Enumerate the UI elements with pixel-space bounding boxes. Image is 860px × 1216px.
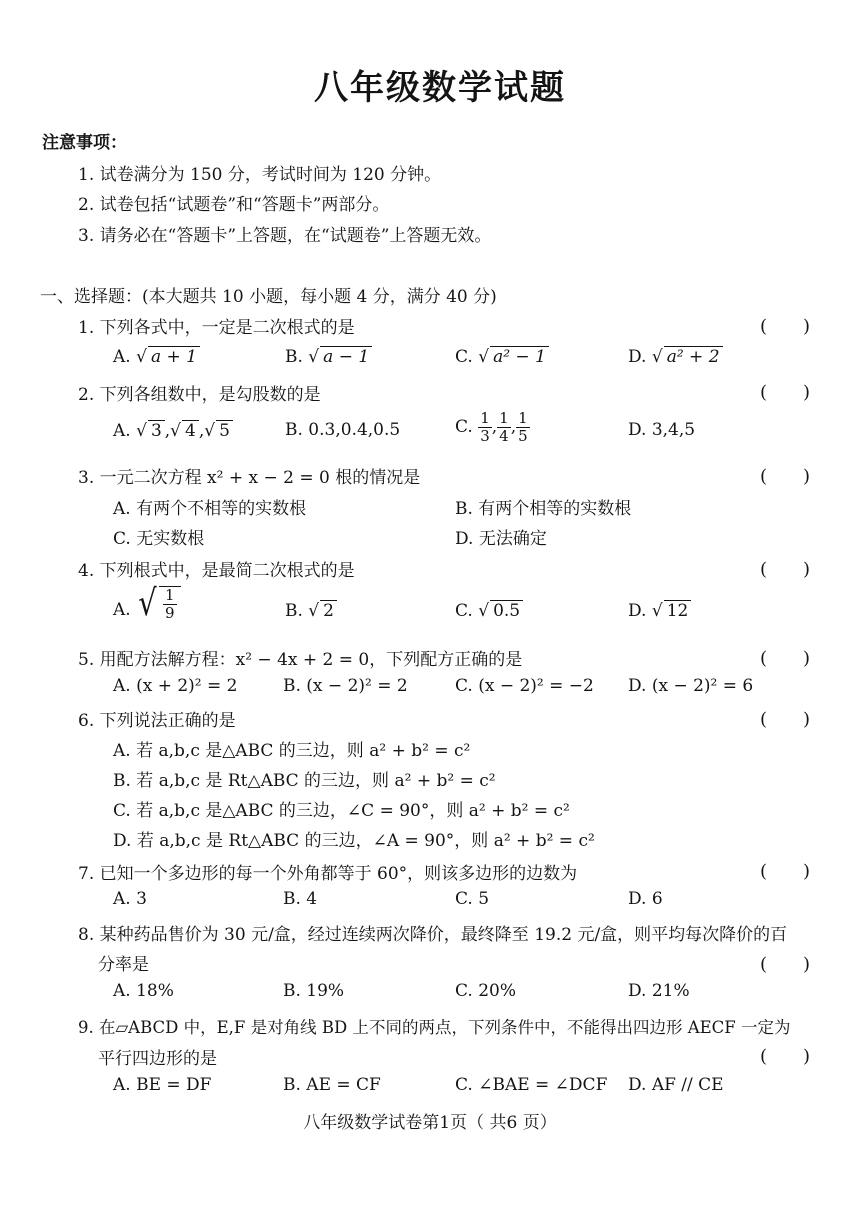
q5-option-b: B. (x − 2)² = 2: [283, 676, 408, 696]
question-1-stem: 1. 下列各式中，一定是二次根式的是: [78, 318, 355, 338]
q1-option-b: B. √ a − 1: [285, 346, 372, 367]
question-9-stem-cont: 平行四边形的是: [98, 1049, 217, 1069]
q3-option-b: B. 有两个相等的实数根: [455, 499, 632, 519]
answer-paren: ( ): [760, 648, 811, 669]
answer-paren: ( ): [760, 466, 811, 487]
page-title: 八年级数学试题: [314, 68, 566, 108]
question-4-stem: 4. 下列根式中，是最简二次根式的是: [78, 561, 355, 581]
q8-option-c: C. 20%: [455, 981, 516, 1001]
q4-option-a: A. √ $\frac{1}{9}$: [113, 586, 181, 622]
q2-option-c: C. $\frac{1}{3}$ , $\frac{1}{4}$ , $\frac{1}{5}$: [455, 409, 528, 445]
question-8-stem-cont: 分率是: [98, 955, 149, 975]
q2-option-a: A. √ 3 ,√ 4 ,√ 5: [113, 420, 233, 441]
q7-option-d: D. 6: [628, 889, 663, 909]
notice-heading: 注意事项：: [42, 133, 127, 153]
question-9-stem: 9. 在▱ABCD 中，E,F 是对角线 BD 上不同的两点，下列条件中，不能得出四边形 AECF 一定为: [78, 1018, 791, 1037]
answer-paren: ( ): [760, 316, 811, 337]
notice-item: 3. 请务必在“答题卡”上答题，在“试题卷”上答题无效。: [78, 226, 492, 246]
section-heading: 一、选择题：(本大题共 10 小题，每小题 4 分，满分 40 分): [40, 287, 497, 307]
q7-option-c: C. 5: [455, 889, 490, 909]
q5-option-d: D. (x − 2)² = 6: [628, 676, 754, 696]
q9-option-a: A. BE = DF: [113, 1075, 212, 1095]
q4-option-c: C. √ 0.5: [455, 600, 523, 621]
q1-option-c: C. √ a² − 1: [455, 346, 549, 367]
q7-option-b: B. 4: [283, 889, 318, 909]
q6-option-c: C. 若 a,b,c 是△ABC 的三边，∠C = 90°，则 a² + b² = c²: [113, 801, 570, 821]
answer-paren: ( ): [760, 559, 811, 580]
answer-paren: ( ): [760, 954, 811, 975]
question-7-stem: 7. 已知一个多边形的每一个外角都等于 60°，则该多边形的边数为: [78, 864, 578, 884]
q6-option-a: A. 若 a,b,c 是△ABC 的三边，则 a² + b² = c²: [113, 741, 471, 761]
question-2-stem: 2. 下列各组数中，是勾股数的是: [78, 385, 321, 405]
q1-option-a: A. √ a + 1: [113, 346, 200, 367]
question-8-stem: 8. 某种药品售价为 30 元/盒，经过连续两次降价，最终降至 19.2 元/盒，则平均每次降价的百: [78, 925, 788, 945]
q4-option-d: D. √ 12: [628, 600, 691, 621]
answer-paren: ( ): [760, 709, 811, 730]
q2-option-d: D. 3,4,5: [628, 420, 696, 440]
q3-option-c: C. 无实数根: [113, 529, 205, 549]
q6-option-b: B. 若 a,b,c 是 Rt△ABC 的三边，则 a² + b² = c²: [113, 771, 496, 791]
q4-option-b: B. √ 2: [285, 600, 337, 621]
page-footer: 八年级数学试卷第1页（ 共6 页）: [303, 1113, 557, 1133]
q5-option-a: A. (x + 2)² = 2: [113, 676, 238, 696]
q9-option-c: C. ∠BAE = ∠DCF: [455, 1075, 608, 1095]
answer-paren: ( ): [760, 1046, 811, 1067]
q9-option-b: B. AE = CF: [283, 1075, 381, 1095]
q8-option-b: B. 19%: [283, 981, 345, 1001]
notice-item: 2. 试卷包括“试题卷”和“答题卡”两部分。: [78, 195, 390, 215]
q3-option-a: A. 有两个不相等的实数根: [113, 499, 307, 519]
q6-option-d: D. 若 a,b,c 是 Rt△ABC 的三边，∠A = 90°，则 a² + b² = c²: [113, 831, 595, 851]
question-5-stem: 5. 用配方法解方程：x² − 4x + 2 = 0，下列配方正确的是: [78, 650, 523, 670]
answer-paren: ( ): [760, 382, 811, 403]
answer-paren: ( ): [760, 861, 811, 882]
q1-option-d: D. √ a² + 2: [628, 346, 723, 367]
q7-option-a: A. 3: [113, 889, 147, 909]
q3-option-d: D. 无法确定: [455, 529, 547, 549]
q5-option-c: C. (x − 2)² = −2: [455, 676, 594, 696]
question-3-stem: 3. 一元二次方程 x² + x − 2 = 0 根的情况是: [78, 468, 421, 488]
q8-option-d: D. 21%: [628, 981, 690, 1001]
question-6-stem: 6. 下列说法正确的是: [78, 711, 236, 731]
q9-option-d: D. AF // CE: [628, 1075, 724, 1095]
q2-option-b: B. 0.3,0.4,0.5: [285, 420, 401, 440]
notice-item: 1. 试卷满分为 150 分，考试时间为 120 分钟。: [78, 165, 442, 185]
q8-option-a: A. 18%: [113, 981, 174, 1001]
